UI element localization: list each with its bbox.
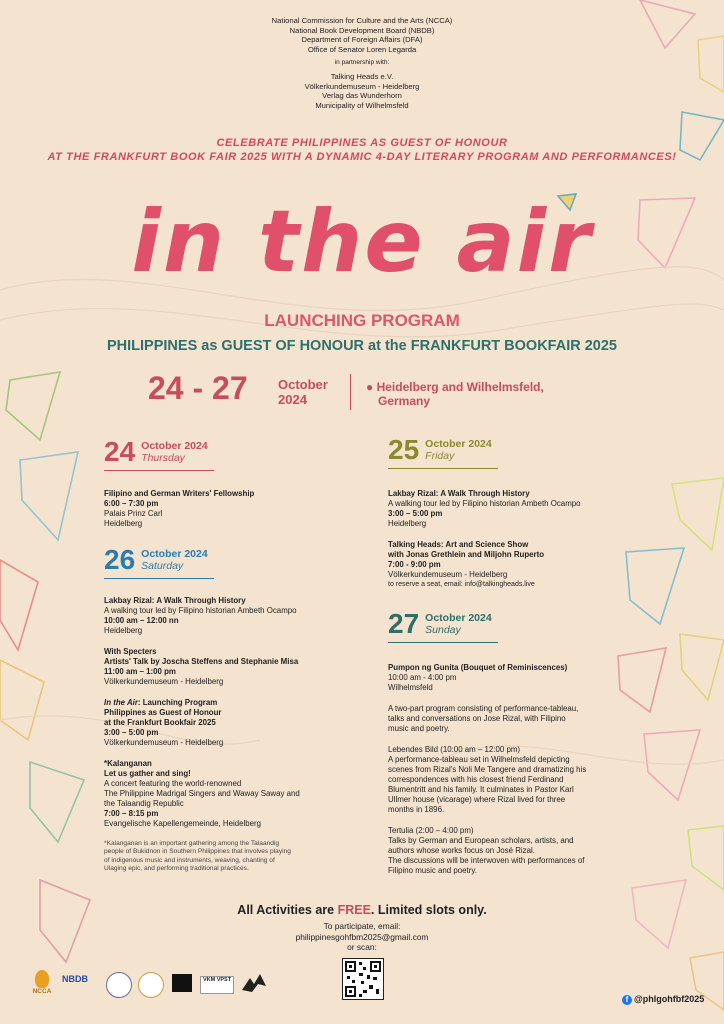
- events-27: [388, 663, 648, 887]
- event-title: Philippines as Guest of Honour: [104, 708, 222, 717]
- event-title: with Jonas Grethlein and Miljohn Ruperto: [388, 550, 545, 559]
- day-number: 24: [104, 436, 136, 467]
- event-desc: Ullmer house (vicarage) where Rizal lived for three: [388, 795, 566, 804]
- event-item: [104, 647, 384, 687]
- social-handle[interactable]: [622, 994, 704, 1005]
- launching-program-heading: LAUNCHING PROGRAM: [264, 311, 460, 330]
- event-time: 7:00 - 9:00 pm: [388, 560, 441, 569]
- organizers-block: [0, 16, 724, 110]
- free-highlight: FREE: [337, 903, 371, 917]
- event-desc: talks and conversations on Jose Rizal, with Filipino: [388, 714, 566, 723]
- event-place: Heidelberg: [388, 519, 427, 528]
- note-line: Ulaging epic, and performing traditional practices.: [104, 865, 249, 873]
- lebendes-bild-block: [388, 745, 648, 815]
- day-weekday: Saturday: [141, 560, 184, 572]
- event-desc: A walking tour led by Filipino historian Ambeth Ocampo: [388, 499, 581, 508]
- event-item: [104, 759, 384, 829]
- day-header-26: [104, 546, 214, 579]
- events-24: [104, 489, 364, 540]
- event-place: Heidelberg: [104, 626, 143, 635]
- day-header-27: [388, 610, 498, 643]
- kite-decoration: [672, 478, 724, 550]
- event-title: Filipino and German Writers' Fellowship: [104, 489, 255, 498]
- date-range-year: 2024: [278, 392, 307, 407]
- day-header-25: [388, 436, 498, 469]
- kalanganan-note: [104, 840, 384, 874]
- day-number: 25: [388, 434, 420, 465]
- kite-decoration: [20, 452, 78, 540]
- tagline-line-2: AT THE FRANKFURT BOOK FAIR 2025 WITH A DYNAMIC 4-DAY LITERARY PROGRAM AND PERFORMANCES!: [47, 151, 677, 163]
- event-time: 10:00 am - 4:00 pm: [388, 673, 457, 682]
- day-weekday: Sunday: [425, 624, 461, 636]
- partner-line: Völkerkundemuseum - Heidelberg: [304, 81, 420, 91]
- day-weekday: Friday: [425, 450, 455, 462]
- event-desc: A walking tour led by Filipino historian Ambeth Ocampo: [104, 606, 297, 615]
- event-time: 10:00 am – 12:00 nn: [104, 616, 179, 625]
- subevent-title: Lebendes Bild (10:00 am – 12:00 pm): [388, 745, 521, 754]
- event-title: at the Frankfurt Bookfair 2025: [104, 718, 216, 727]
- participate-label: To participate, email:: [323, 921, 401, 931]
- nbdb-logo-text: NBDB: [62, 974, 88, 984]
- ncca-logo-text: NCCA: [32, 988, 52, 995]
- social-handle-text: @phlgohfbf2025: [634, 994, 705, 1004]
- event-time: 6:00 – 7:30 pm: [104, 499, 159, 508]
- event-desc: months in 1896.: [388, 805, 445, 814]
- ncca-logo: [30, 970, 54, 995]
- event-place: Völkerkundemuseum - Heidelberg: [388, 570, 508, 579]
- guest-of-honour-heading: PHILIPPINES as GUEST OF HONOUR at the FRANKFURT BOOKFAIR 2025: [107, 338, 617, 354]
- kite-decoration: [0, 660, 44, 740]
- talking-heads-logo: [172, 974, 192, 992]
- event-desc: scenes from Rizal's Noli Me Tangere and dramatizing his: [388, 765, 587, 774]
- kite-decoration: [680, 634, 724, 700]
- event-desc: Blumentritt and his family. It culminates in Pastor Karl: [388, 785, 574, 794]
- day-number: 26: [104, 544, 136, 575]
- event-desc: the Talaandig Republic: [104, 799, 184, 808]
- event-desc: correspondences with his closest friend Ferdinand: [388, 775, 564, 784]
- event-desc: Talks by German and European scholars, artists, and: [388, 836, 574, 845]
- event-desc: The discussions will be interwoven with performances of: [388, 856, 585, 865]
- events-26: [104, 596, 384, 874]
- partnership-label: in partnership with:: [334, 59, 390, 67]
- day-number: 27: [388, 608, 420, 639]
- event-desc: music and poetry.: [388, 724, 450, 733]
- partner-line: Talking Heads e.V.: [330, 71, 394, 81]
- location-line-1: Heidelberg and Wilhelmsfeld,: [376, 380, 544, 394]
- event-contact: to reserve a seat, email: info@talkingheads.live: [388, 581, 535, 588]
- event-time: 11:00 am – 1:00 pm: [104, 667, 176, 676]
- note-line: of indigenous music and instruments, weaving, chanting of: [104, 856, 275, 864]
- event-place: Völkerkundemuseum - Heidelberg: [104, 677, 224, 686]
- event-title: Artists' Talk by Joscha Steffens and Stephanie Misa: [104, 657, 299, 666]
- participate-block: [0, 921, 724, 953]
- date-range-month: October: [278, 377, 328, 392]
- event-item: [388, 540, 668, 590]
- event-title: *Kalanganan: [104, 759, 152, 768]
- event-place: Völkerkundemuseum - Heidelberg: [104, 738, 224, 747]
- event-place: Palais Prinz Carl: [104, 509, 163, 518]
- event-time: 3:00 – 5:00 pm: [104, 728, 159, 737]
- event-title: Pumpon ng Gunita (Bouquet of Reminiscences): [388, 663, 568, 672]
- tertulia-block: [388, 826, 648, 876]
- event-item: [104, 489, 364, 529]
- event-desc: A two-part program consisting of performance-tableau,: [388, 704, 579, 713]
- event-desc: A performance-tableau set in Wilhelmsfeld depicting: [388, 755, 570, 764]
- partner-logos: [30, 970, 280, 1006]
- qr-code[interactable]: [342, 958, 384, 1000]
- event-time: 7:00 – 8:15 pm: [104, 809, 159, 818]
- free-text: . Limited slots only.: [370, 903, 487, 917]
- day-month: October 2024: [141, 548, 208, 560]
- event-item: [104, 698, 384, 748]
- event-time: 3:00 – 5:00 pm: [388, 509, 443, 518]
- divider: [350, 374, 351, 410]
- partner-line: Verlag das Wunderhorn: [322, 91, 402, 101]
- event-desc: A concert featuring the world-renowned: [104, 779, 242, 788]
- organizer-line: National Book Development Board (NBDB): [289, 25, 435, 35]
- facebook-icon: f: [622, 995, 632, 1005]
- event-title: Lakbay Rizal: A Walk Through History: [388, 489, 530, 498]
- event-title: Let us gather and sing!: [104, 769, 191, 778]
- location-line-2: Germany: [378, 394, 431, 408]
- event-desc: authors whose works focus on José Rizal.: [388, 846, 535, 855]
- senate-seal-logo: [138, 972, 164, 998]
- organizer-line: Office of Senator Loren Legarda: [307, 44, 417, 54]
- day-month: October 2024: [425, 438, 492, 450]
- kite-decoration: [688, 826, 724, 890]
- location: [366, 380, 544, 408]
- day-weekday: Thursday: [141, 452, 185, 464]
- contact-email-link[interactable]: philippinesgohfbm2025@gmail.com: [295, 931, 429, 942]
- organizer-line: Department of Foreign Affairs (DFA): [301, 35, 423, 45]
- day-month: October 2024: [425, 612, 492, 624]
- tagline-line-1: CELEBRATE PHILIPPINES AS GUEST OF HONOUR: [216, 137, 508, 149]
- event-desc: Filipino music and poetry.: [388, 866, 477, 875]
- vkm-logo-text: VKM VPST: [202, 977, 232, 983]
- vkm-logo: [200, 976, 234, 994]
- event-title: With Specters: [104, 647, 157, 656]
- free-notice: [0, 903, 724, 917]
- organizer-line: National Commission for Culture and the Arts (NCCA): [271, 16, 453, 25]
- kite-decoration: [0, 560, 38, 650]
- event-desc: The Philippine Madrigal Singers and Waway Saway and: [104, 789, 300, 798]
- event-place: Heidelberg: [104, 519, 143, 528]
- event-title: Lakbay Rizal: A Walk Through History: [104, 596, 246, 605]
- event-item: [104, 596, 384, 636]
- wunderhorn-logo: [240, 972, 268, 994]
- subevent-title: Tertulia (2:00 – 4:00 pm): [388, 826, 474, 835]
- free-text: All Activities are: [237, 903, 338, 917]
- event-title: in the air: [131, 192, 593, 292]
- note-line: *Kalanganan is an important gathering among the Talaandig: [104, 840, 280, 847]
- partner-line: Municipality of Wilhelmsfeld: [315, 100, 409, 110]
- event-item: [388, 489, 668, 529]
- events-25: [388, 489, 668, 601]
- kite-decoration: [30, 762, 84, 842]
- event-place: Wilhelmsfeld: [388, 683, 433, 692]
- kite-decoration: [6, 372, 60, 440]
- day-header-24: [104, 438, 214, 471]
- date-range-days: 24 - 27: [148, 370, 248, 406]
- event-title-italic: In the Air: [104, 698, 138, 707]
- location-pin-icon: ●: [366, 380, 374, 394]
- day-month: October 2024: [141, 440, 208, 452]
- event-title: : Launching Program: [137, 698, 218, 707]
- note-line: people of Bukidnon in Southern Philippines that involves playing: [104, 848, 291, 856]
- event-place: Evangelische Kapellengemeinde, Heidelberg: [104, 819, 262, 828]
- event-desc-block: [388, 704, 648, 734]
- event-title: Talking Heads: Art and Science Show: [388, 540, 529, 549]
- nbdb-logo: [58, 974, 92, 984]
- tagline: [0, 136, 724, 164]
- date-range-month-year: [278, 377, 328, 407]
- dfa-seal-logo: [106, 972, 132, 998]
- event-item: [388, 663, 648, 693]
- kite-decoration: [644, 730, 700, 800]
- scan-label: or scan:: [347, 942, 377, 952]
